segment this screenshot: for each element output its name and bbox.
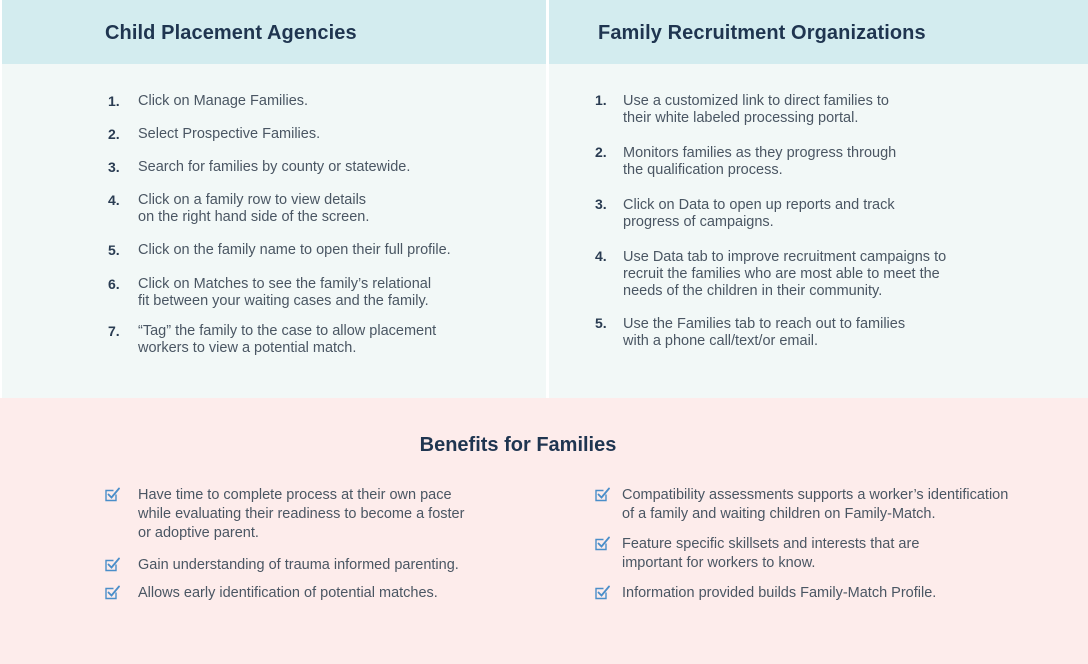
step-text: Use the Families tab to reach out to families with a phone call/text/or email. (623, 316, 906, 349)
agencies-header (2, 0, 546, 64)
checkbox-checked-icon (594, 585, 610, 601)
step-text: Click on the family name to open their full profile. (138, 242, 451, 258)
agencies-title: Child Placement Agencies (105, 22, 357, 44)
recruitment-header (549, 0, 1088, 64)
benefit-item (594, 486, 1064, 524)
step-number: 5. (108, 242, 120, 258)
step-item (108, 93, 548, 110)
benefit-item (104, 486, 574, 543)
benefit-item (104, 584, 574, 603)
step-item (595, 145, 1035, 179)
step-item (595, 316, 1035, 350)
step-item (108, 242, 548, 259)
checkbox-checked-icon (104, 585, 120, 601)
step-item (108, 126, 548, 143)
step-number: 4. (108, 192, 120, 208)
recruitment-title: Family Recruitment Organizations (598, 22, 926, 44)
step-item (595, 249, 1035, 300)
step-text: Use a customized link to direct families to their white labeled processing portal. (623, 93, 889, 126)
benefit-item (594, 584, 1064, 603)
step-text: “Tag” the family to the case to allow placement workers to view a potential match. (138, 323, 437, 356)
step-item (108, 276, 548, 310)
benefit-text: Allows early identification of potential matches. (138, 585, 438, 601)
step-text: Search for families by county or statewide. (138, 159, 411, 175)
step-item (108, 323, 548, 357)
benefit-text: Gain understanding of trauma informed parenting. (138, 557, 459, 573)
benefits-section (0, 398, 1088, 664)
benefits-title: Benefits for Families (419, 434, 617, 456)
step-number: 5. (595, 315, 607, 331)
step-number: 1. (595, 92, 607, 108)
step-number: 3. (108, 159, 120, 175)
checkbox-checked-icon (104, 487, 120, 503)
step-text: Click on Manage Families. (138, 93, 309, 109)
step-text: Monitors families as they progress through the qualification process. (623, 145, 897, 178)
checkbox-checked-icon (594, 487, 610, 503)
step-text: Click on Data to open up reports and track progress of campaigns. (623, 197, 895, 230)
step-number: 3. (595, 196, 607, 212)
benefit-text: Feature specific skillsets and interests that are important for workers to know. (622, 536, 920, 571)
step-text: Select Prospective Families. (138, 126, 321, 142)
benefit-text: Have time to complete process at their own pace while evaluating their readiness to become a foster or adoptive parent. (138, 487, 465, 541)
step-number: 4. (595, 248, 607, 264)
step-text: Use Data tab to improve recruitment campaigns to recruit the families who are most able to meet the needs of the children in their community. (623, 249, 947, 299)
step-number: 2. (108, 126, 120, 142)
step-item (108, 159, 548, 176)
step-item (108, 192, 548, 226)
step-number: 7. (108, 323, 120, 339)
benefit-text: Information provided builds Family-Match Profile. (622, 585, 937, 601)
checkbox-checked-icon (594, 536, 610, 552)
checkbox-checked-icon (104, 557, 120, 573)
agencies-column (2, 0, 546, 398)
step-text: Click on Matches to see the family’s relational fit between your waiting cases and the family. (138, 276, 432, 309)
step-number: 1. (108, 93, 120, 109)
recruitment-column (549, 0, 1088, 398)
benefit-text: Compatibility assessments supports a worker’s identification of a family and waiting children on Family-Match. (622, 487, 1009, 522)
benefit-item (104, 556, 574, 575)
step-number: 6. (108, 276, 120, 292)
step-text: Click on a family row to view details on the right hand side of the screen. (138, 192, 370, 225)
step-number: 2. (595, 144, 607, 160)
step-item (595, 93, 1035, 127)
step-item (595, 197, 1035, 231)
benefit-item (594, 535, 1064, 573)
